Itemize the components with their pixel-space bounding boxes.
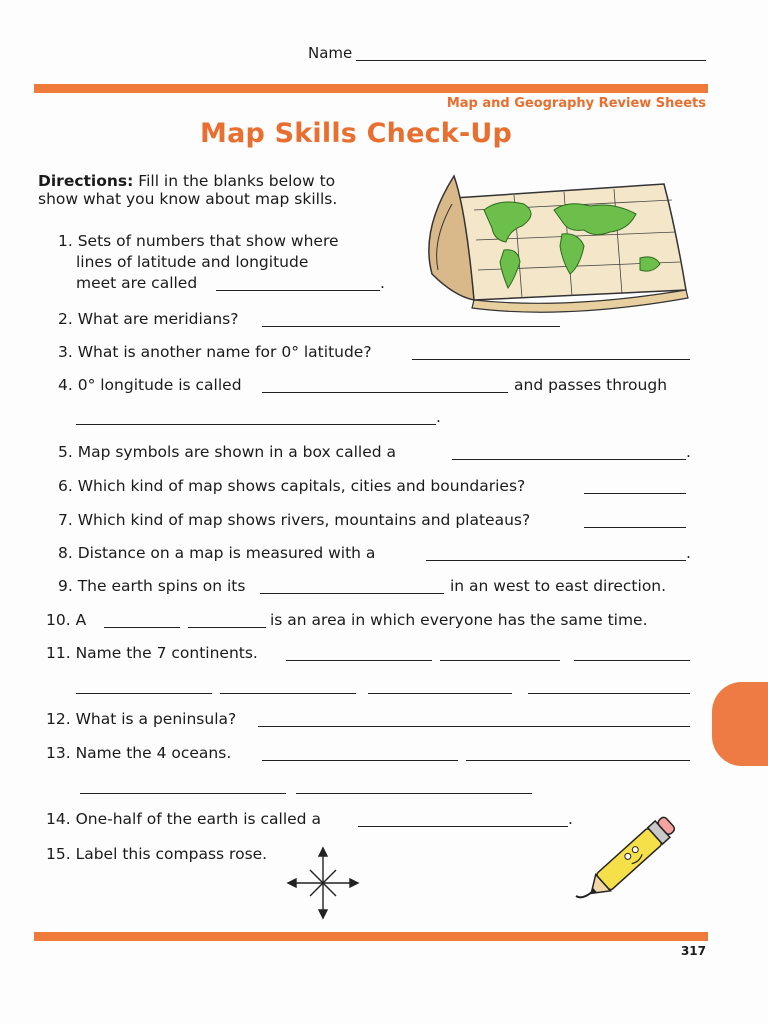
question-4-a: 4. 0° longitude is called: [58, 376, 242, 394]
answer-10-blank-2[interactable]: [188, 627, 266, 628]
question-15: 15. Label this compass rose.: [46, 845, 268, 863]
bottom-rule: [34, 932, 708, 941]
answer-14-blank[interactable]: [358, 826, 568, 827]
question-6: 6. Which kind of map shows capitals, cities and boundaries?: [58, 477, 526, 495]
question-8-end: .: [686, 544, 691, 562]
question-9-a: 9. The earth spins on its: [58, 577, 246, 595]
answer-10-blank-1[interactable]: [104, 627, 180, 628]
question-7: 7. Which kind of map shows rivers, mountains and plateaus?: [58, 511, 531, 529]
question-2: 2. What are meridians?: [58, 310, 239, 328]
compass-rose-icon[interactable]: [286, 846, 360, 920]
answer-2-blank[interactable]: [262, 326, 560, 327]
answer-3-blank[interactable]: [412, 359, 690, 360]
question-14: 14. One-half of the earth is called a: [46, 810, 321, 828]
question-13: 13. Name the 4 oceans.: [46, 744, 232, 762]
question-3: 3. What is another name for 0° latitude?: [58, 343, 372, 361]
page-number: 317: [680, 944, 706, 958]
question-10-b: is an area in which everyone has the same time.: [270, 611, 648, 629]
question-10-a: 10. A: [46, 611, 87, 629]
ocean-blank-1[interactable]: [262, 760, 458, 761]
question-9-b: in an west to east direction.: [450, 577, 667, 595]
answer-5-blank[interactable]: [452, 459, 686, 460]
question-1-line-2: lines of latitude and longitude: [76, 253, 309, 271]
answer-7-blank[interactable]: [584, 527, 686, 528]
question-11: 11. Name the 7 continents.: [46, 644, 258, 662]
question-14-end: .: [568, 810, 573, 828]
directions-line-2: show what you know about map skills.: [38, 190, 338, 208]
answer-12-blank[interactable]: [258, 726, 690, 727]
ocean-blank-2[interactable]: [466, 760, 690, 761]
directions-label: Directions:: [38, 172, 134, 190]
question-8: 8. Distance on a map is measured with a: [58, 544, 376, 562]
question-5: 5. Map symbols are shown in a box called a: [58, 443, 396, 461]
answer-6-blank[interactable]: [584, 493, 686, 494]
question-1-line-1: 1. Sets of numbers that show where: [58, 232, 339, 250]
question-1-end: .: [380, 274, 385, 292]
continent-blank-4[interactable]: [76, 693, 212, 694]
question-4-end: .: [436, 408, 441, 426]
name-blank[interactable]: [356, 60, 706, 61]
answer-4-blank-1[interactable]: [262, 392, 508, 393]
directions-line-1: [38, 172, 335, 190]
name-label: Name: [308, 44, 353, 62]
ocean-blank-3[interactable]: [80, 793, 286, 794]
page-title: Map Skills Check-Up: [200, 118, 513, 149]
question-1-line-3: meet are called: [76, 274, 198, 292]
question-12: 12. What is a peninsula?: [46, 710, 237, 728]
continent-blank-7[interactable]: [528, 693, 690, 694]
answer-4-blank-2[interactable]: [76, 424, 436, 425]
continent-blank-3[interactable]: [574, 660, 690, 661]
answer-8-blank[interactable]: [426, 560, 686, 561]
top-rule: [34, 84, 708, 93]
series-title: Map and Geography Review Sheets: [446, 96, 706, 111]
question-4-b: and passes through: [514, 376, 668, 394]
directions-text-1: Fill in the blanks below to: [138, 172, 336, 190]
answer-9-blank[interactable]: [260, 593, 444, 594]
continent-blank-6[interactable]: [368, 693, 512, 694]
answer-1-blank[interactable]: [216, 290, 380, 291]
question-5-end: .: [686, 443, 691, 461]
section-tab: [712, 682, 768, 766]
continent-blank-5[interactable]: [220, 693, 356, 694]
pencil-icon: [572, 810, 692, 906]
continent-blank-2[interactable]: [440, 660, 560, 661]
world-map-scroll-icon: [414, 170, 696, 320]
ocean-blank-4[interactable]: [296, 793, 532, 794]
continent-blank-1[interactable]: [286, 660, 432, 661]
